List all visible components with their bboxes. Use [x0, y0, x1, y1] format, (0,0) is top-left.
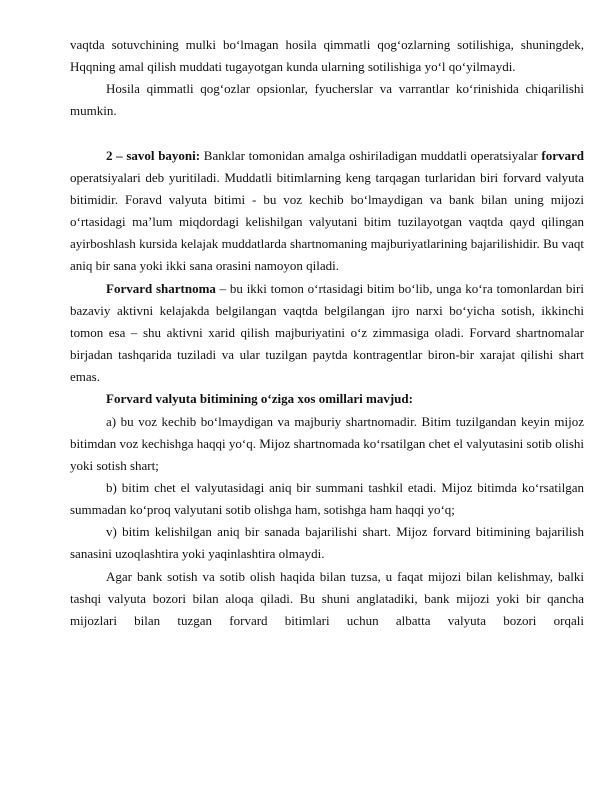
forward-factors-heading-text: Forvard valyuta bitimining o‘ziga xos omillari mavjud: — [106, 391, 413, 407]
list-item-v: v) bitim kelishilgan aniq bir sanada bajarilishi shart. Mijoz forvard bitimining bajarilish sanasini uzoqlashtira yoki yaqinlashtira olmaydi. — [70, 524, 584, 562]
paragraph-3-text-b: operatsiyalari deb yuritiladi. Muddatli bitimlarning keng tarqagan turlaridan biri forvard valyuta bitimidir. Foravd valyuta bitimi - bu voz kechib bo‘lmaydigan va bank bilan uning mijozi o‘rtasidagi ma’lum miqdordagi kelishilgan valyutani bitim tuzilayotgan vaqtda qayd qilingan ayirboshlash kursida kelajak muddatlarda shartnomaning majburiyatlarining bajarilishidir. Bu vaqt aniq bir sana yoki ikki sana orasini namoyon qiladi. — [70, 169, 584, 274]
paragraph-4 — [70, 278, 584, 389]
forward-factors-heading — [70, 388, 584, 410]
forward-contract-term: Forvard shartnoma — [106, 280, 216, 296]
paragraph-4-text: – bu ikki tomon o‘rtasidagi bitim bo‘lib, unga ko‘ra tomonlardan biri bazaviy aktivni kelajakda belgilangan vaqtda belgilangan ijro narxi bo‘yicha sotish, ikkinchi tomon esa – shu aktivni xarid qilish majburiyatini o‘z zimmasiga oladi. Forvard shartnomalar birjadan tashqarida tuziladi va ular tuzilgan paytda kontragentlar biron-bir xarajat qilishi shart emas. — [70, 280, 584, 385]
list-item-b: b) bitim chet el valyutasidagi aniq bir summani tashkil etadi. Mijoz bitimda ko‘rsatilgan summadan ko‘proq valyutani sotib olishga ham, sotishga ham haqqi yo‘q; — [70, 479, 584, 518]
document-page — [70, 0, 584, 632]
paragraph-1: vaqtda sotuvchining mulki bo‘lmagan hosila qimmatli qog‘ozlarning sotilishiga, shuningdek, Hqqning amal qilish muddati tugayotgan kunda ularning sotilishiga yo‘l qo‘yilmaydi. — [70, 37, 584, 75]
list-item-a: a) bu voz kechib bo‘lmaydigan va majburiy shartnomadir. Bitim tuzilgandan keyin mijoz bitimdan voz kechishga haqqi yo‘q. Mijoz shartnomada ko‘rsatilgan chet el valyutasini sotib olishi yoki sotish shart; — [70, 413, 584, 473]
paragraph-3 — [70, 145, 584, 278]
forvard-term: forvard — [541, 147, 584, 163]
paragraph-9: Agar bank sotish va sotib olish haqida bilan tuzsa, u faqat mijozi bilan kelishmay, balki tashqi valyuta bozori bilan aloqa qiladi. Bu shuni anglatadiki, bank mijozi yoki bir qancha mijozlari bilan tuzgan forvard bitimlari uchun albatta valyuta bozori orqali — [70, 568, 584, 628]
question-2-heading: 2 – savol bayoni: — [106, 147, 201, 163]
paragraph-3-text-a: Banklar tomonidan amalga oshiriladigan muddatli operatsiyalar — [200, 147, 542, 163]
paragraph-2: Hosila qimmatli qog‘ozlar opsionlar, fyucherslar va varrantlar ko‘rinishida chiqarilishi mumkin. — [70, 81, 584, 119]
paragraph-gap — [70, 123, 584, 145]
